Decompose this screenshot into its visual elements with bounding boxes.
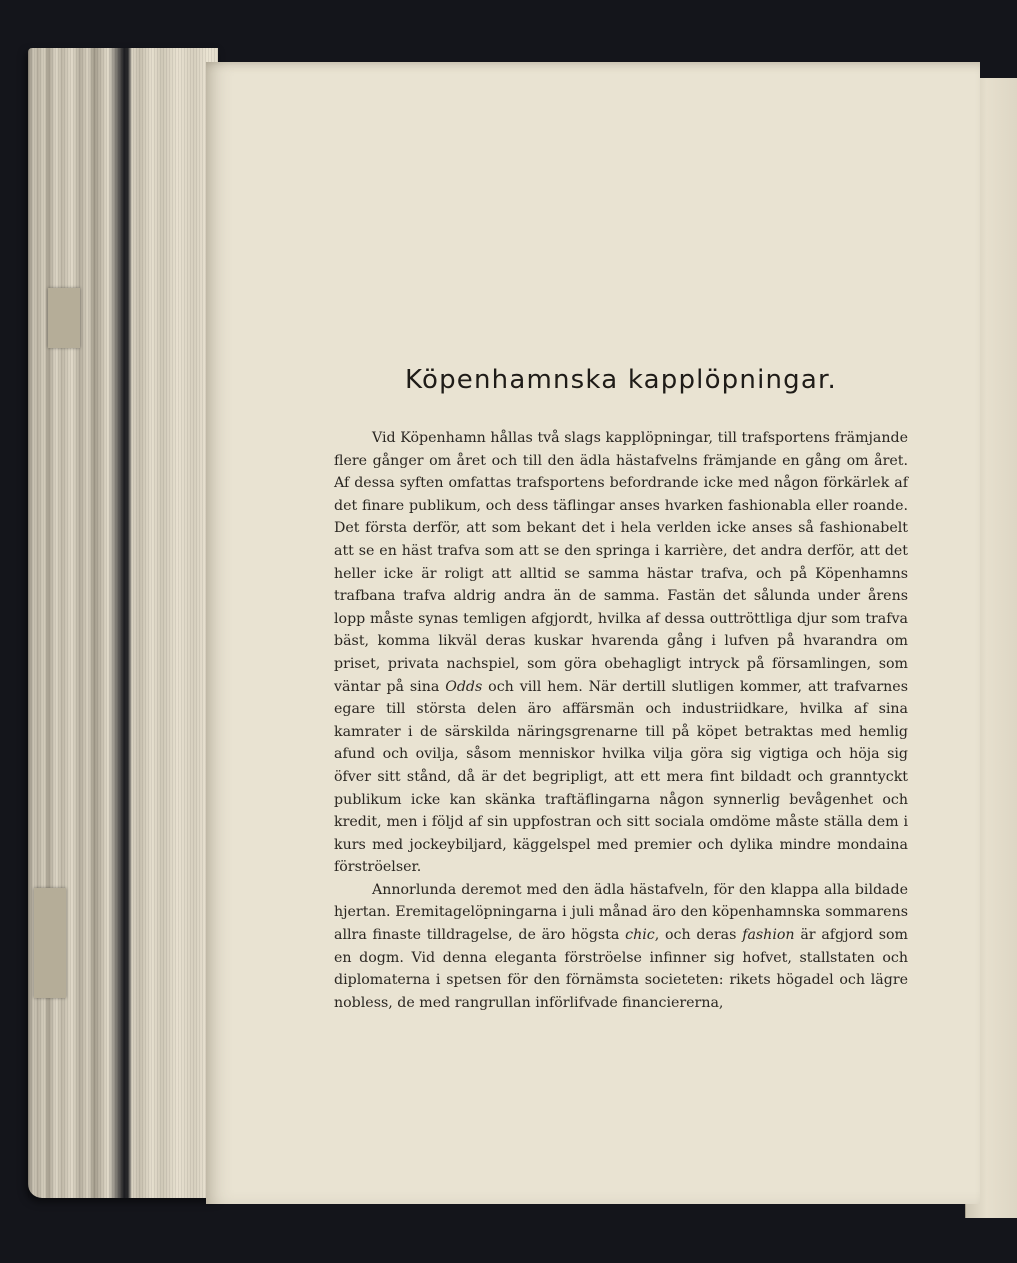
paragraph-1-italic-odds: Odds	[445, 678, 483, 695]
paragraph-1	[334, 427, 908, 879]
book-page-edges	[28, 48, 218, 1198]
chapter-title: Köpenhamnska kapplöpningar.	[405, 365, 837, 395]
paragraph-2	[334, 879, 908, 1015]
page-content	[334, 365, 908, 1014]
paragraph-1-text-1: Vid Köpenhamn hållas två slags kapplöpningar, till trafsportens främjande flere gånger om året och till den ädla hästafvelns främjande en gång om året. Af dessa syften omfattas trafsportens befordrande icke med någon förkärlek af det finare publikum, och dess täflingar anses hvarken fashionabla eller roande. Det första derför, att som bekant det i hela verlden icke anses så fashionabelt att se en häst trafva som att se den springa i karrière, det andra derför, att det heller icke är roligt att alltid se samma hästar trafva, och på Köpenhamns trafbana trafva aldrig andra än de samma. Fastän det sålunda under årens lopp måste synas temligen afgjordt, hvilka af dessa outtröttliga djur som trafva bäst, komma likväl deras kuskar hvarenda gång i lufven på hvarandra om priset, privata nachspiel, som göra obehagligt intryck på församlingen, som väntar på sina	[334, 430, 908, 695]
paragraph-2-text-3: är afgjord som en dogm. Vid denna eleganta förströelse infinner sig hofvet, stallstaten och diplomaterna i spetsen för den förnämsta societeten: rikets högadel och lägre nobless, de med rangrullan införlifvade financiererna,	[334, 927, 908, 1011]
body-text	[334, 427, 908, 1014]
paragraph-2-italic-fashion: fashion	[742, 927, 795, 944]
page-edge-tab	[34, 888, 66, 998]
paragraph-2-text-1: Annorlunda deremot med den ädla hästafveln, för den klappa alla bildade hjertan. Eremitagelöpningarna i juli månad äro den köpenhamnska sommarens allra finaste tilldragelse, de äro högsta	[334, 881, 908, 944]
page-edge-tab	[48, 288, 80, 348]
book-page	[206, 62, 980, 1204]
paragraph-2-italic-chic: chic	[625, 927, 655, 944]
paragraph-1-text-2: och vill hem. När dertill slutligen kommer, att trafvarnes egare till största delen äro affärsmän och industriidkare, hvilka af sina kamrater i de särskilda näringsgrenarne till på köpet betraktas med hemlig afund och ovilja, såsom menniskor hvilka vilja göra sig vigtiga och höja sig öfver sitt stånd, då är det begripligt, att ett mera fint bildadt och granntyckt publikum icke kan skänka traftäflingarna någon synnerlig bevågenhet och kredit, men i följd af sin uppfostran och sitt sociala omdöme måste ställa dem i kurs med jockeybiljard, käggelspel med premier och dylika mindre mondaina förströelser.	[334, 678, 908, 876]
paragraph-2-text-2: , och deras	[654, 927, 743, 944]
